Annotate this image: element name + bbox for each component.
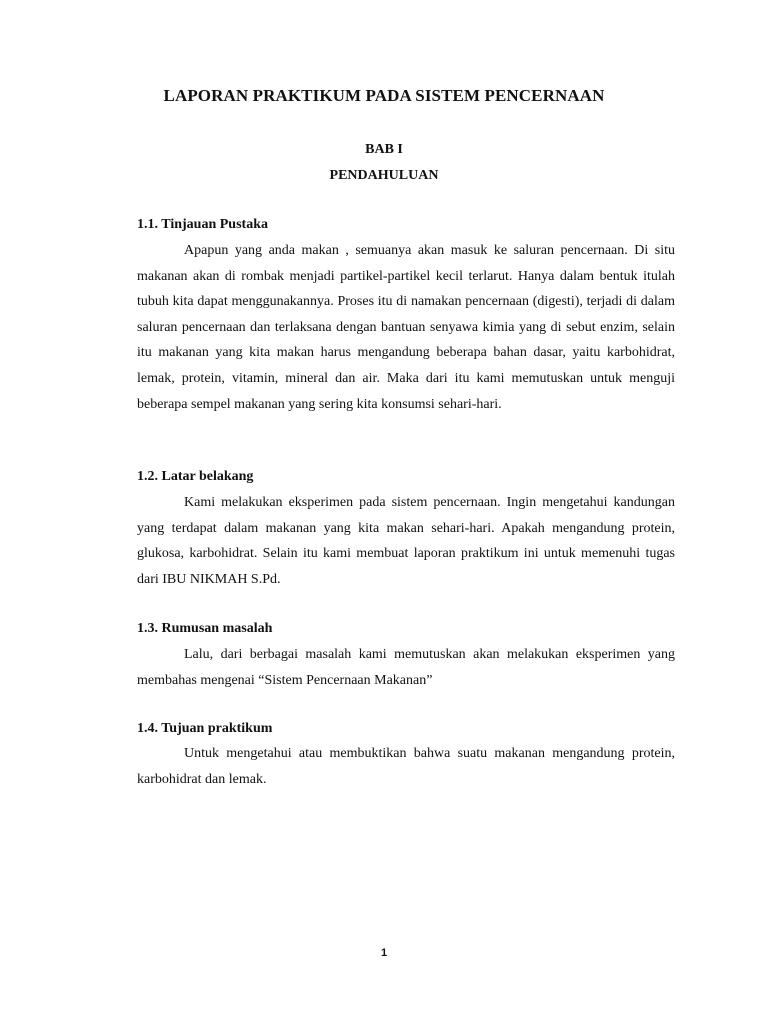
section-body-latar-belakang: Kami melakukan eksperimen pada sistem pencernaan. Ingin mengetahui kandungan yang terdapat dalam makanan yang kita makan sehari-hari. Apakah mengandung protein, glukosa, karbohidrat. Selain itu kami membuat laporan praktikum ini untuk memenuhi tugas dari IBU NIKMAH S.Pd. (137, 495, 675, 587)
chapter-number: BAB I (365, 142, 403, 157)
section-body-tujuan-praktikum: Untuk mengetahui atau membuktikan bahwa suatu makanan mengandung protein, karbohidrat dan lemak. (137, 746, 675, 787)
section-body-tinjauan-pustaka: Apapun yang anda makan , semuanya akan masuk ke saluran pencernaan. Di situ makanan akan di rombak menjadi partikel-partikel kecil terlarut. Hanya dalam bentuk itulah tubuh kita dapat menggunakannya. Proses itu di namakan pencernaan (digesti), terjadi di dalam saluran pencernaan dan terlaksana dengan bantuan senyawa kimia yang di sebut enzim, selain itu makanan yang kita makan harus mengandung beberapa bahan dasar, yaitu karbohidrat, lemak, protein, vitamin, mineral dan air. Maka dari itu kami memutuskan untuk menguji beberapa sempel makanan yang sering kita konsumsi sehari-hari. (137, 243, 675, 412)
section-heading-tinjauan-pustaka: 1.1. Tinjauan Pustaka (137, 217, 268, 232)
chapter-title: PENDAHULUAN (329, 168, 439, 183)
section-heading-tujuan-praktikum: 1.4. Tujuan praktikum (137, 721, 273, 736)
section-body-rumusan-masalah: Lalu, dari berbagai masalah kami memutuskan akan melakukan eksperimen yang membahas mengenai “Sistem Pencernaan Makanan” (137, 647, 675, 688)
document-title: LAPORAN PRAKTIKUM PADA SISTEM PENCERNAAN (163, 86, 605, 105)
section-heading-latar-belakang: 1.2. Latar belakang (137, 469, 254, 484)
page-number: 1 (380, 947, 388, 959)
section-heading-rumusan-masalah: 1.3. Rumusan masalah (137, 621, 273, 636)
